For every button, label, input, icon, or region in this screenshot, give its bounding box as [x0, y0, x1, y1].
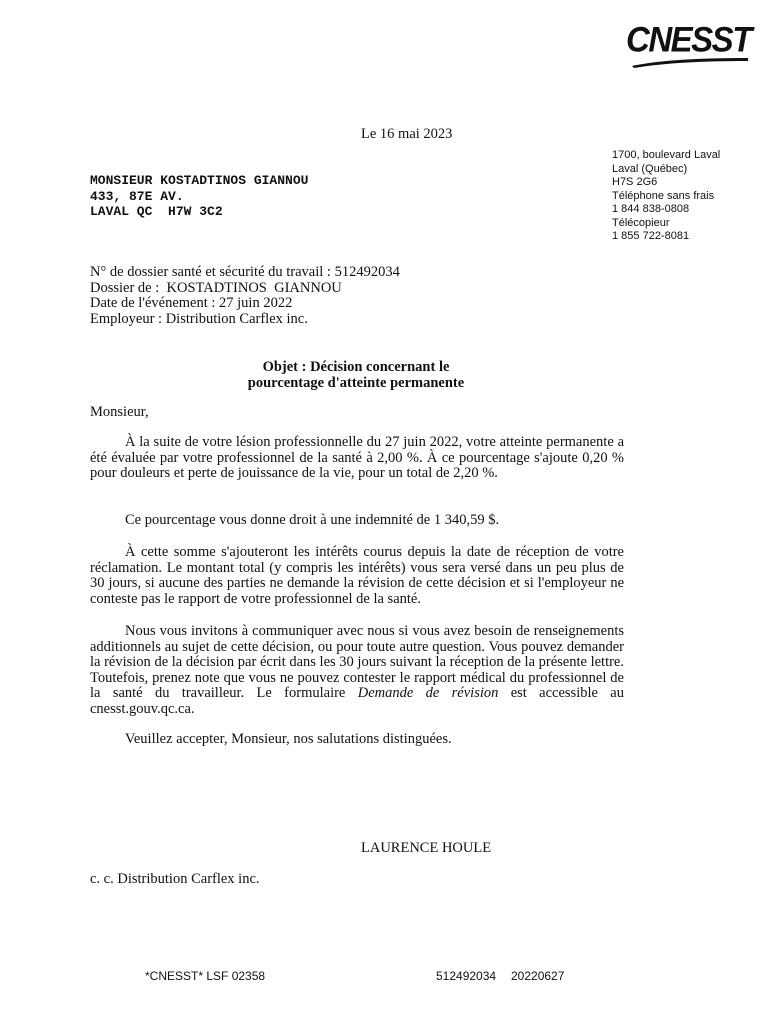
carbon-copy: c. c. Distribution Carflex inc. [90, 871, 260, 887]
logo-text: CNESST [626, 19, 751, 60]
employer: Employeur : Distribution Carflex inc. [90, 310, 308, 327]
paragraph-text-part: est accessible au cnesst.gouv.qc.ca. [90, 685, 624, 717]
subject-line: Objet : Décision concernant le [262, 359, 450, 375]
recipient-address [90, 173, 308, 220]
recipient-street: 433, 87E AV. [90, 188, 184, 204]
dossier-number: N° de dossier santé et sécurité du travail : 512492034 [90, 264, 400, 280]
footer-date-code: 20220627 [511, 969, 565, 983]
form-name: Demande de révision [357, 685, 499, 701]
paragraph-text [90, 624, 624, 717]
body-paragraph [90, 513, 624, 529]
body-paragraph [90, 624, 624, 717]
cnesst-logo [626, 18, 752, 72]
sender-address-line: 1 844 838-0808 [612, 203, 690, 215]
subject-line: pourcentage d'atteinte permanente [247, 374, 465, 391]
sender-address-line: 1700, boulevard Laval [612, 149, 721, 161]
logo-swoosh-icon [630, 54, 750, 70]
paragraph-text: Veuillez accepter, Monsieur, nos salutations distinguées. [125, 731, 452, 747]
sender-address-line: H7S 2G6 [612, 176, 658, 188]
dossier-of: Dossier de : KOSTADTINOS GIANNOU [90, 279, 342, 296]
paragraph-text: Ce pourcentage vous donne droit à une indemnité de 1 340,59 $. [125, 512, 500, 528]
recipient-name: MONSIEUR KOSTADTINOS GIANNOU [90, 173, 309, 188]
footer-file-number: 512492034 [436, 969, 497, 983]
sender-address-line: Laval (Québec) [612, 162, 688, 175]
paragraph-text-part: Nous vous invitons à communiquer avec nous si vous avez besoin de renseignements additionnels au sujet de cette décision, ou pour toute autre question. Vous pouvez demander la révision de la décision par écrit dans les 30 jours suivant la réception de la présente lettre. Toutefois, prenez note que vous ne pouvez contester le rapport médical du professionnel de la santé du travailleur. Le formulaire [90, 623, 624, 701]
body-paragraph [90, 435, 624, 482]
sender-address-line: Télécopieur [612, 216, 670, 229]
letter-date: Le 16 mai 2023 [361, 126, 453, 142]
file-references [90, 265, 400, 327]
recipient-city: LAVAL QC H7W 3C2 [90, 204, 223, 219]
paragraph-text: À cette somme s'ajouteront les intérêts courus depuis la date de réception de votre réclamation. Le montant total (y compris les intérêts) vous sera versé dans un peu plus de 30 jours, si aucune des parties ne demande la révision de cette décision et si l'employeur ne conteste pas le rapport de votre professionnel de la santé. [90, 544, 624, 607]
sender-address-line: 1 855 722-8081 [612, 230, 690, 242]
paragraph-text: À la suite de votre lésion professionnelle du 27 juin 2022, votre atteinte permanente a été évaluée par votre professionnel de la santé à 2,00 %. À ce pourcentage s'ajoute 0,20 % pour douleurs et perte de jouissance de la vie, pour un total de 2,20 %. [90, 434, 624, 481]
sender-address-line: Téléphone sans frais [612, 189, 715, 202]
subject-heading [200, 360, 512, 391]
closing-paragraph [90, 732, 624, 748]
footer-code: *CNESST* LSF 02358 [145, 969, 266, 983]
body-paragraph [90, 545, 624, 607]
signatory-name: LAURENCE HOULE [361, 840, 492, 856]
sender-address [612, 149, 720, 244]
salutation: Monsieur, [90, 404, 149, 420]
event-date: Date de l'événement : 27 juin 2022 [90, 295, 293, 311]
